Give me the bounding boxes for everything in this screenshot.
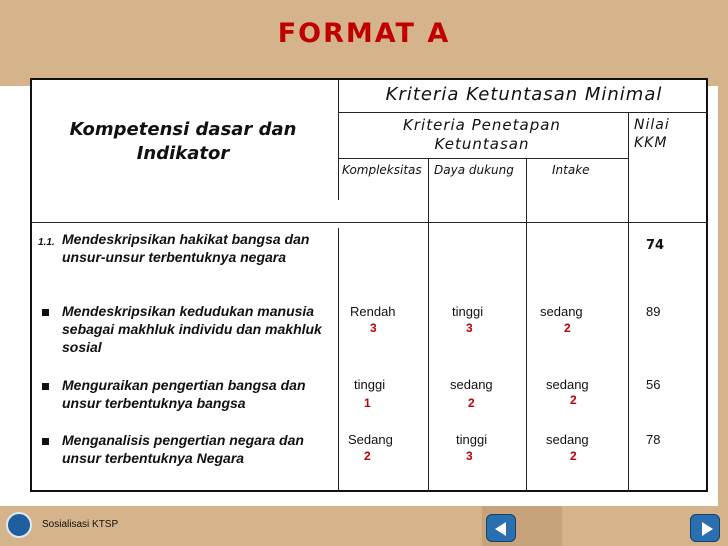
bullet-icon [42, 383, 49, 390]
header-kkm-main: Kriteria Ketuntasan Minimal [385, 84, 663, 105]
nilai-kkm: 89 [646, 304, 661, 319]
daya-dukung-score: 3 [466, 321, 473, 335]
daya-dukung-score: 2 [468, 396, 475, 410]
col-divider [428, 158, 429, 492]
footer-label: Sosialisasi KTSP [42, 519, 119, 530]
row-divider [338, 158, 628, 159]
next-slide-button[interactable] [690, 514, 720, 542]
daya-dukung-value: tinggi [456, 432, 488, 447]
col-divider [526, 158, 527, 492]
row-text: Mendeskripsikan kedudukan manusia sebagai makhluk individu dan makhluk sosial [62, 303, 322, 355]
daya-dukung-value: tinggi [452, 304, 484, 319]
col-divider [628, 112, 629, 492]
header-kompleksitas: Kompleksitas [342, 163, 422, 177]
header-penetapan: Kriteria Penetapan Ketuntasan [403, 116, 561, 153]
kkm-table [30, 78, 708, 492]
prev-arrow-icon [495, 522, 506, 536]
header-kd: Kompetensi dasar dan Indikator [69, 119, 297, 164]
header-nilai: Nilai KKM [634, 117, 670, 151]
school-emblem-icon [6, 512, 32, 538]
kompleksitas-score: 1 [364, 396, 371, 410]
intake-value: sedang [546, 432, 589, 447]
header-daya-dukung: Daya dukung [434, 163, 514, 177]
kompleksitas-score: 2 [364, 449, 371, 463]
row-text: Menguraikan pengertian bangsa dan unsur terbentuknya bangsa [62, 377, 306, 411]
row-number: 1.1. [38, 237, 55, 248]
bullet-icon [42, 438, 49, 445]
bullet-icon [42, 309, 49, 316]
next-arrow-icon [702, 522, 713, 536]
intake-value: sedang [546, 377, 589, 392]
nilai-kkm: 56 [646, 377, 661, 392]
daya-dukung-score: 3 [466, 449, 473, 463]
row-text: Mendeskripsikan hakikat bangsa dan unsur-unsur terbentuknya negara [62, 231, 310, 265]
intake-value: sedang [540, 304, 583, 319]
row-text: Menganalisis pengertian negara dan unsur terbentuknya Negara [62, 432, 304, 466]
kompleksitas-score: 3 [370, 321, 377, 335]
intake-score: 2 [570, 449, 577, 463]
header-intake: Intake [552, 163, 590, 177]
nilai-kkm: 78 [646, 432, 661, 447]
intake-score: 2 [570, 393, 577, 407]
col-divider [338, 228, 339, 492]
row-divider [32, 222, 708, 223]
kompleksitas-value: tinggi [354, 377, 386, 392]
slide-title: FORMAT A [277, 18, 451, 49]
right-strip [718, 86, 728, 506]
nilai-kkm: 74 [646, 238, 665, 253]
prev-slide-button[interactable] [486, 514, 516, 542]
daya-dukung-value: sedang [450, 377, 493, 392]
kompleksitas-value: Rendah [350, 304, 396, 319]
row-divider [338, 112, 708, 113]
intake-score: 2 [564, 321, 571, 335]
kompleksitas-value: Sedang [348, 432, 393, 447]
